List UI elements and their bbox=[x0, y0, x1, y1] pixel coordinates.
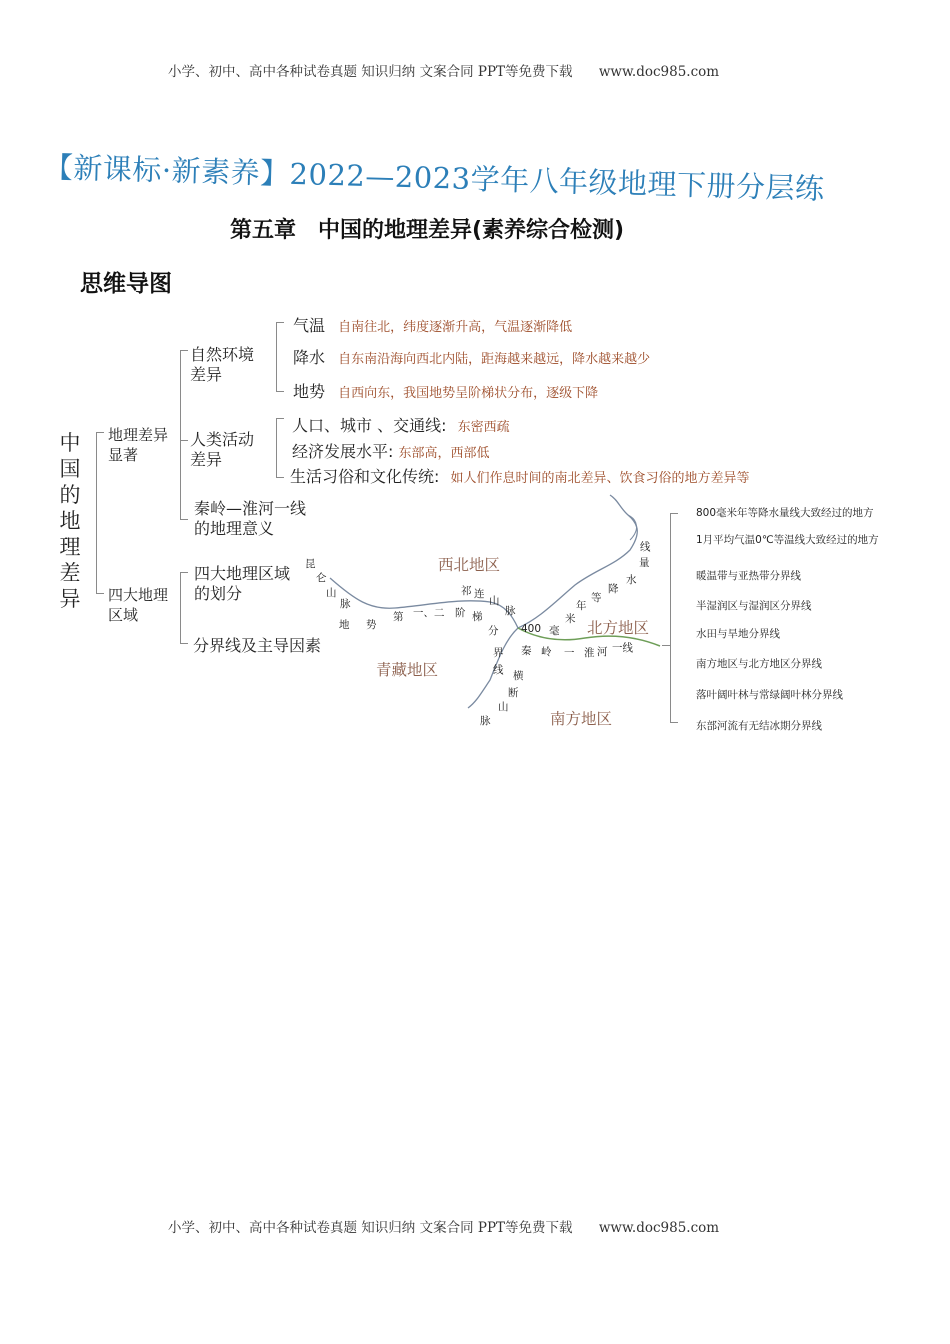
qinling-char: 岭 bbox=[541, 646, 552, 658]
item-key: 气温 bbox=[293, 316, 326, 335]
hengduan-char: 山 bbox=[498, 701, 509, 713]
branch-four-regions: 四大地理区域 bbox=[108, 586, 169, 624]
item-key: 人口、城市 、交通线: bbox=[292, 416, 447, 435]
item-value: 如人们作息时间的南北差异、饮食习俗的地方差异等 bbox=[450, 471, 750, 486]
significance-item: 水田与旱地分界线 bbox=[696, 628, 780, 640]
kunlun-char: 一、二 bbox=[413, 607, 445, 619]
node-human-activity: 人类活动差异 bbox=[190, 430, 255, 469]
root-bracket-top bbox=[96, 432, 104, 433]
human-item-customs bbox=[290, 467, 750, 487]
header-url: www.doc985.com bbox=[598, 64, 720, 80]
kunlun-char: 脉 bbox=[340, 598, 351, 610]
qinling-char: 河 bbox=[597, 646, 608, 658]
isohyet-char: 米 bbox=[565, 613, 576, 625]
branch1-bracket-top bbox=[180, 350, 188, 351]
item-key: 经济发展水平: bbox=[292, 442, 394, 461]
isohyet-char: 线 bbox=[640, 541, 651, 553]
chapter-title: 第五章 中国的地理差异(素养综合检测) bbox=[230, 218, 625, 243]
header-text: 小学、初中、高中各种试卷真题 知识归纳 文案合同 PPT等免费下载 bbox=[168, 64, 573, 80]
qilian-char: 山 bbox=[489, 595, 500, 607]
node-natural-env: 自然环境差异 bbox=[190, 345, 255, 384]
region-qinghai-tibet: 青藏地区 bbox=[376, 661, 439, 679]
root-bracket bbox=[96, 432, 97, 594]
significance-item: 暖温带与亚热带分界线 bbox=[696, 570, 801, 582]
human-bracket bbox=[276, 418, 277, 478]
isohyet-char: 毫 bbox=[549, 625, 560, 637]
kunlun-char: 势 bbox=[366, 619, 377, 631]
human-item-economy bbox=[292, 442, 490, 462]
branch2-bracket-top bbox=[180, 572, 188, 573]
item-value: 自西向东，我国地势呈阶梯状分布，逐级下降 bbox=[338, 386, 599, 401]
section-title: 思维导图 bbox=[80, 271, 172, 297]
hengduan-char: 断 bbox=[508, 687, 519, 699]
banner-title: 【新课标·新素养】2022—2023学年八年级地理下册分层练 bbox=[43, 150, 825, 206]
isohyet-char: 等 bbox=[591, 592, 602, 604]
kunlun-char: 昆 bbox=[305, 558, 316, 570]
isohyet-char: 量 bbox=[639, 557, 650, 569]
region-north: 北方地区 bbox=[587, 619, 650, 637]
qinling-char: 一线 bbox=[612, 642, 633, 654]
kunlun-char: 界 bbox=[493, 647, 504, 659]
kunlun-char: 阶 bbox=[455, 607, 466, 619]
kunlun-char: 第 bbox=[393, 611, 404, 623]
node-region-division: 四大地理区域的划分 bbox=[194, 564, 291, 603]
qinling-char: 秦 bbox=[521, 645, 532, 657]
isohyet-char: 400 bbox=[521, 623, 542, 635]
significance-bracket bbox=[670, 513, 671, 723]
human-bracket-top bbox=[276, 418, 284, 419]
branch1-bracket-mid bbox=[180, 440, 188, 441]
item-value: 东密西疏 bbox=[457, 420, 510, 435]
region-south: 南方地区 bbox=[550, 710, 613, 728]
kunlun-char: 分 bbox=[488, 625, 499, 637]
footer-url: www.doc985.com bbox=[598, 1220, 720, 1236]
kunlun-char: 仑 bbox=[316, 572, 327, 584]
hengduan-char: 横 bbox=[513, 670, 524, 682]
natural-bracket-top bbox=[276, 322, 284, 323]
kunlun-char: 梯 bbox=[472, 611, 483, 623]
significance-item: 落叶阔叶林与常绿阔叶林分界线 bbox=[696, 689, 843, 701]
natural-item-precipitation bbox=[293, 348, 650, 368]
isohyet-char: 降 bbox=[608, 583, 619, 595]
natural-item-temperature bbox=[293, 316, 572, 336]
significance-bracket-bottom bbox=[670, 722, 678, 723]
kunlun-char: 山 bbox=[326, 587, 337, 599]
kunlun-char: 线 bbox=[493, 664, 504, 676]
branch2-bracket-bottom bbox=[180, 643, 188, 644]
significance-item: 半湿润区与湿润区分界线 bbox=[696, 600, 812, 612]
item-value: 自南往北，纬度逐渐升高，气温逐渐降低 bbox=[338, 320, 573, 335]
human-bracket-bottom bbox=[276, 477, 284, 478]
significance-bracket-top bbox=[670, 513, 678, 514]
item-key: 地势 bbox=[293, 382, 326, 401]
isohyet-char: 年 bbox=[576, 600, 587, 612]
branch1-bracket-bottom bbox=[180, 519, 188, 520]
branch-differences: 地理差异显著 bbox=[108, 426, 169, 464]
item-key: 降水 bbox=[293, 348, 326, 367]
node-qinling-significance: 秦岭—淮河一线的地理意义 bbox=[194, 499, 307, 538]
mindmap-root: 中国的地理差异 bbox=[59, 431, 81, 611]
isohyet-char: 水 bbox=[626, 574, 637, 586]
node-boundaries: 分界线及主导因素 bbox=[193, 636, 322, 655]
human-item-population bbox=[292, 416, 510, 436]
significance-item: 1月平均气温0℃等温线大致经过的地方 bbox=[696, 534, 879, 546]
footer-text: 小学、初中、高中各种试卷真题 知识归纳 文案合同 PPT等免费下载 bbox=[168, 1220, 573, 1236]
region-map bbox=[300, 490, 680, 735]
significance-bracket-link bbox=[662, 645, 670, 646]
root-bracket-bottom bbox=[96, 593, 104, 594]
natural-bracket bbox=[276, 322, 277, 392]
natural-bracket-bottom bbox=[276, 391, 284, 392]
qilian-char: 祁 bbox=[461, 585, 472, 597]
kunlun-char: 地 bbox=[339, 619, 350, 631]
natural-item-terrain bbox=[293, 382, 598, 402]
item-value: 东部高，西部低 bbox=[398, 446, 490, 461]
qilian-char: 脉 bbox=[505, 605, 516, 617]
region-northwest: 西北地区 bbox=[438, 556, 501, 574]
page-header bbox=[168, 60, 719, 80]
qinling-char: 淮 bbox=[584, 647, 595, 659]
significance-item: 南方地区与北方地区分界线 bbox=[696, 658, 822, 670]
qilian-char: 连 bbox=[474, 588, 485, 600]
qinling-char: 一 bbox=[564, 647, 575, 659]
branch2-bracket bbox=[180, 572, 181, 644]
hengduan-char: 脉 bbox=[480, 715, 491, 727]
item-key: 生活习俗和文化传统: bbox=[290, 467, 440, 486]
branch1-bracket bbox=[180, 350, 181, 520]
significance-item: 800毫米年等降水量线大致经过的地方 bbox=[696, 507, 874, 519]
significance-item: 东部河流有无结冰期分界线 bbox=[696, 720, 822, 732]
page-footer bbox=[168, 1216, 719, 1236]
item-value: 自东南沿海向西北内陆，距海越来越远，降水越来越少 bbox=[338, 352, 651, 367]
